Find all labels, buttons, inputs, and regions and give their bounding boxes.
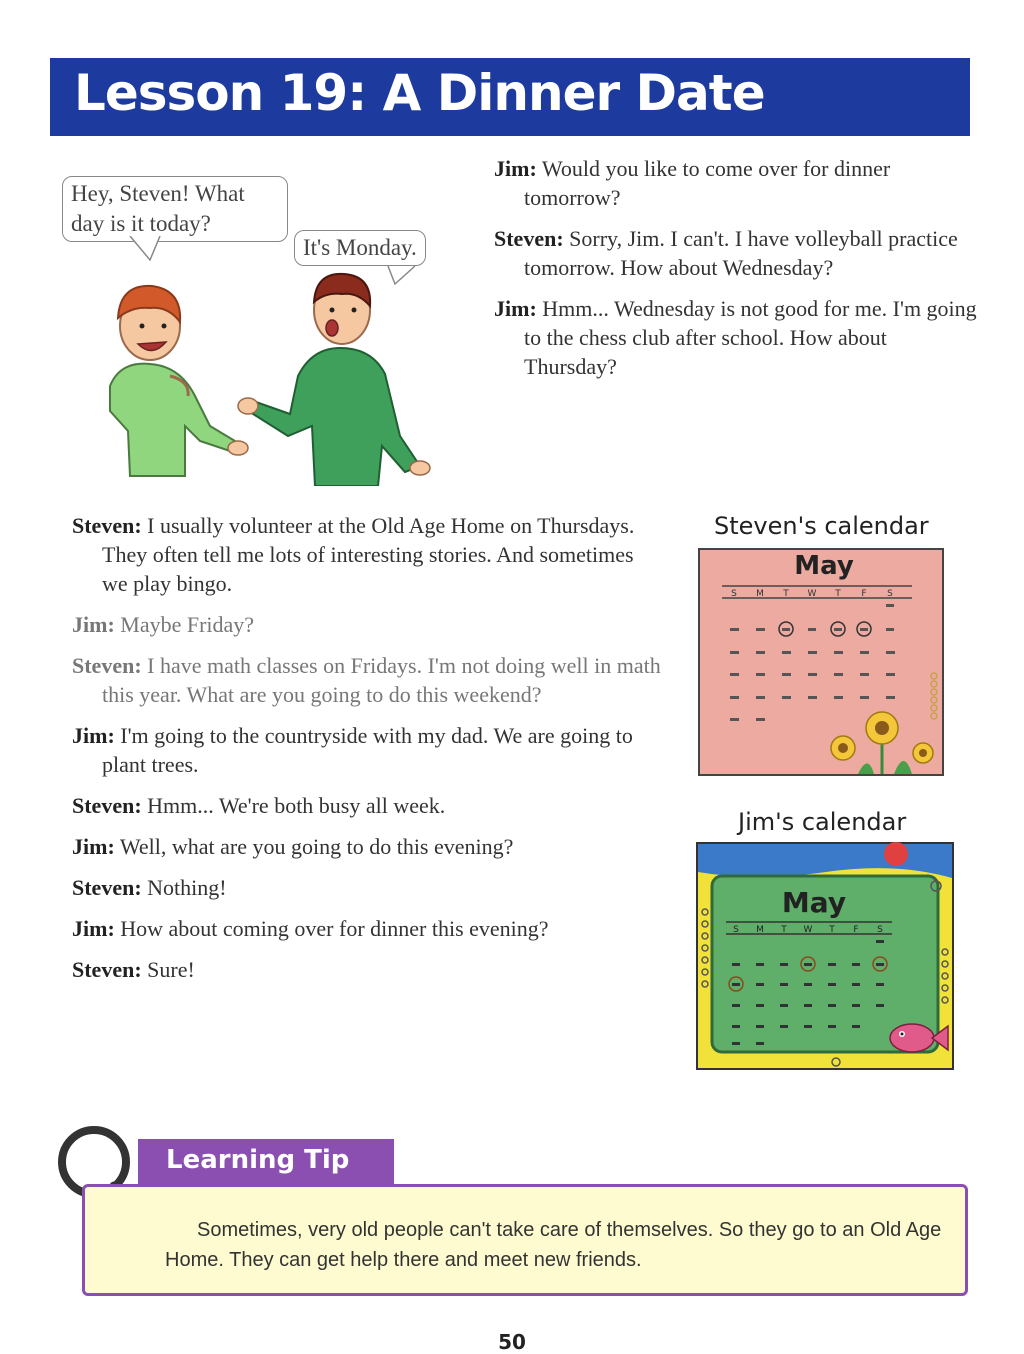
dialog-text: Well, what are you going to do this evening? (119, 834, 514, 859)
steven-day-header: M (756, 589, 764, 599)
dialog-line (72, 914, 662, 943)
speaker-label: Steven: (72, 875, 142, 900)
dialog-bottom (72, 511, 662, 996)
learning-tip-text: Sometimes, very old people can't take care of themselves. So they go to an Old Age Home. They can get help there and meet new friends. (165, 1219, 942, 1271)
title-bar (50, 58, 970, 136)
jim-speech-bubble (62, 176, 288, 242)
dialog-line (72, 832, 662, 861)
page-number: 50 (498, 1330, 526, 1354)
dialog-line (72, 651, 662, 709)
jim-bubble-text: Hey, Steven! What day is it today? (71, 181, 245, 236)
jim-day-header: T (829, 925, 835, 935)
dialog-text: Sure! (147, 957, 195, 982)
jim-figure-icon (110, 286, 248, 476)
steven-day-header: F (861, 589, 867, 599)
dialog-text: Would you like to come over for dinner tomorrow? (524, 156, 891, 210)
steven-calendar (698, 548, 944, 776)
speaker-label: Jim: (494, 156, 537, 181)
steven-day-header: T (835, 589, 841, 599)
speaker-label: Jim: (72, 612, 115, 637)
speaker-label: Jim: (494, 296, 537, 321)
speaker-label: Steven: (72, 793, 142, 818)
dialog-line (72, 721, 662, 779)
speaker-label: Jim: (72, 916, 115, 941)
dialog-line (72, 873, 662, 902)
dialog-line (72, 955, 662, 984)
steven-day-header: S (887, 589, 893, 599)
dialog-line (72, 610, 662, 639)
steven-day-header: W (807, 589, 817, 599)
steven-figure-icon (238, 274, 430, 486)
learning-tip-label: Learning Tip (166, 1145, 350, 1175)
dialog-text: Hmm... We're both busy all week. (147, 793, 446, 818)
speaker-label: Jim: (72, 834, 115, 859)
steven-day-header: S (731, 589, 737, 599)
speaker-label: Steven: (494, 226, 564, 251)
jim-day-header: F (853, 925, 859, 935)
boys-illustration (60, 236, 460, 486)
speaker-label: Steven: (72, 957, 142, 982)
jim-calendar (696, 842, 954, 1070)
steven-bubble-text: It's Monday. (303, 235, 417, 260)
speaker-label: Steven: (72, 653, 142, 678)
jim-day-header: M (756, 925, 764, 935)
speaker-label: Jim: (72, 723, 115, 748)
dialog-line (494, 154, 984, 212)
dialog-text: How about coming over for dinner this evening? (120, 916, 549, 941)
speaker-label: Steven: (72, 513, 142, 538)
jim-calendar-caption: Jim's calendar (738, 808, 907, 836)
steven-calendar-caption: Steven's calendar (714, 512, 929, 540)
dialog-text: I usually volunteer at the Old Age Home on Thursdays. They often tell me lots of interesting stories. And sometimes we play bingo. (102, 513, 635, 596)
dialog-text: Hmm... Wednesday is not good for me. I'm going to the chess club after school. How about Thursday? (524, 296, 977, 379)
steven-day-header: T (783, 589, 789, 599)
dialog-text: I'm going to the countryside with my dad. We are going to plant trees. (102, 723, 633, 777)
jim-day-header: S (877, 925, 883, 935)
dialog-text: Nothing! (147, 875, 227, 900)
dialog-text: Sorry, Jim. I can't. I have volleyball practice tomorrow. How about Wednesday? (524, 226, 958, 280)
jim-calendar-month: May (781, 886, 847, 919)
dialog-line (494, 294, 984, 381)
jim-day-header: T (781, 925, 787, 935)
learning-tip-box (82, 1184, 968, 1296)
dialog-text: I have math classes on Fridays. I'm not doing well in math this year. What are you going to do this weekend? (102, 653, 661, 707)
jim-day-header: S (733, 925, 739, 935)
dialog-line (494, 224, 984, 282)
dialog-text: Maybe Friday? (120, 612, 255, 637)
dialog-line (72, 791, 662, 820)
dialog-top (494, 154, 984, 393)
steven-calendar-month: May (794, 551, 854, 581)
lesson-title: Lesson 19: A Dinner Date (74, 64, 765, 122)
dialog-line (72, 511, 662, 598)
jim-day-header: W (803, 925, 813, 935)
learning-tip-tab (138, 1139, 394, 1185)
